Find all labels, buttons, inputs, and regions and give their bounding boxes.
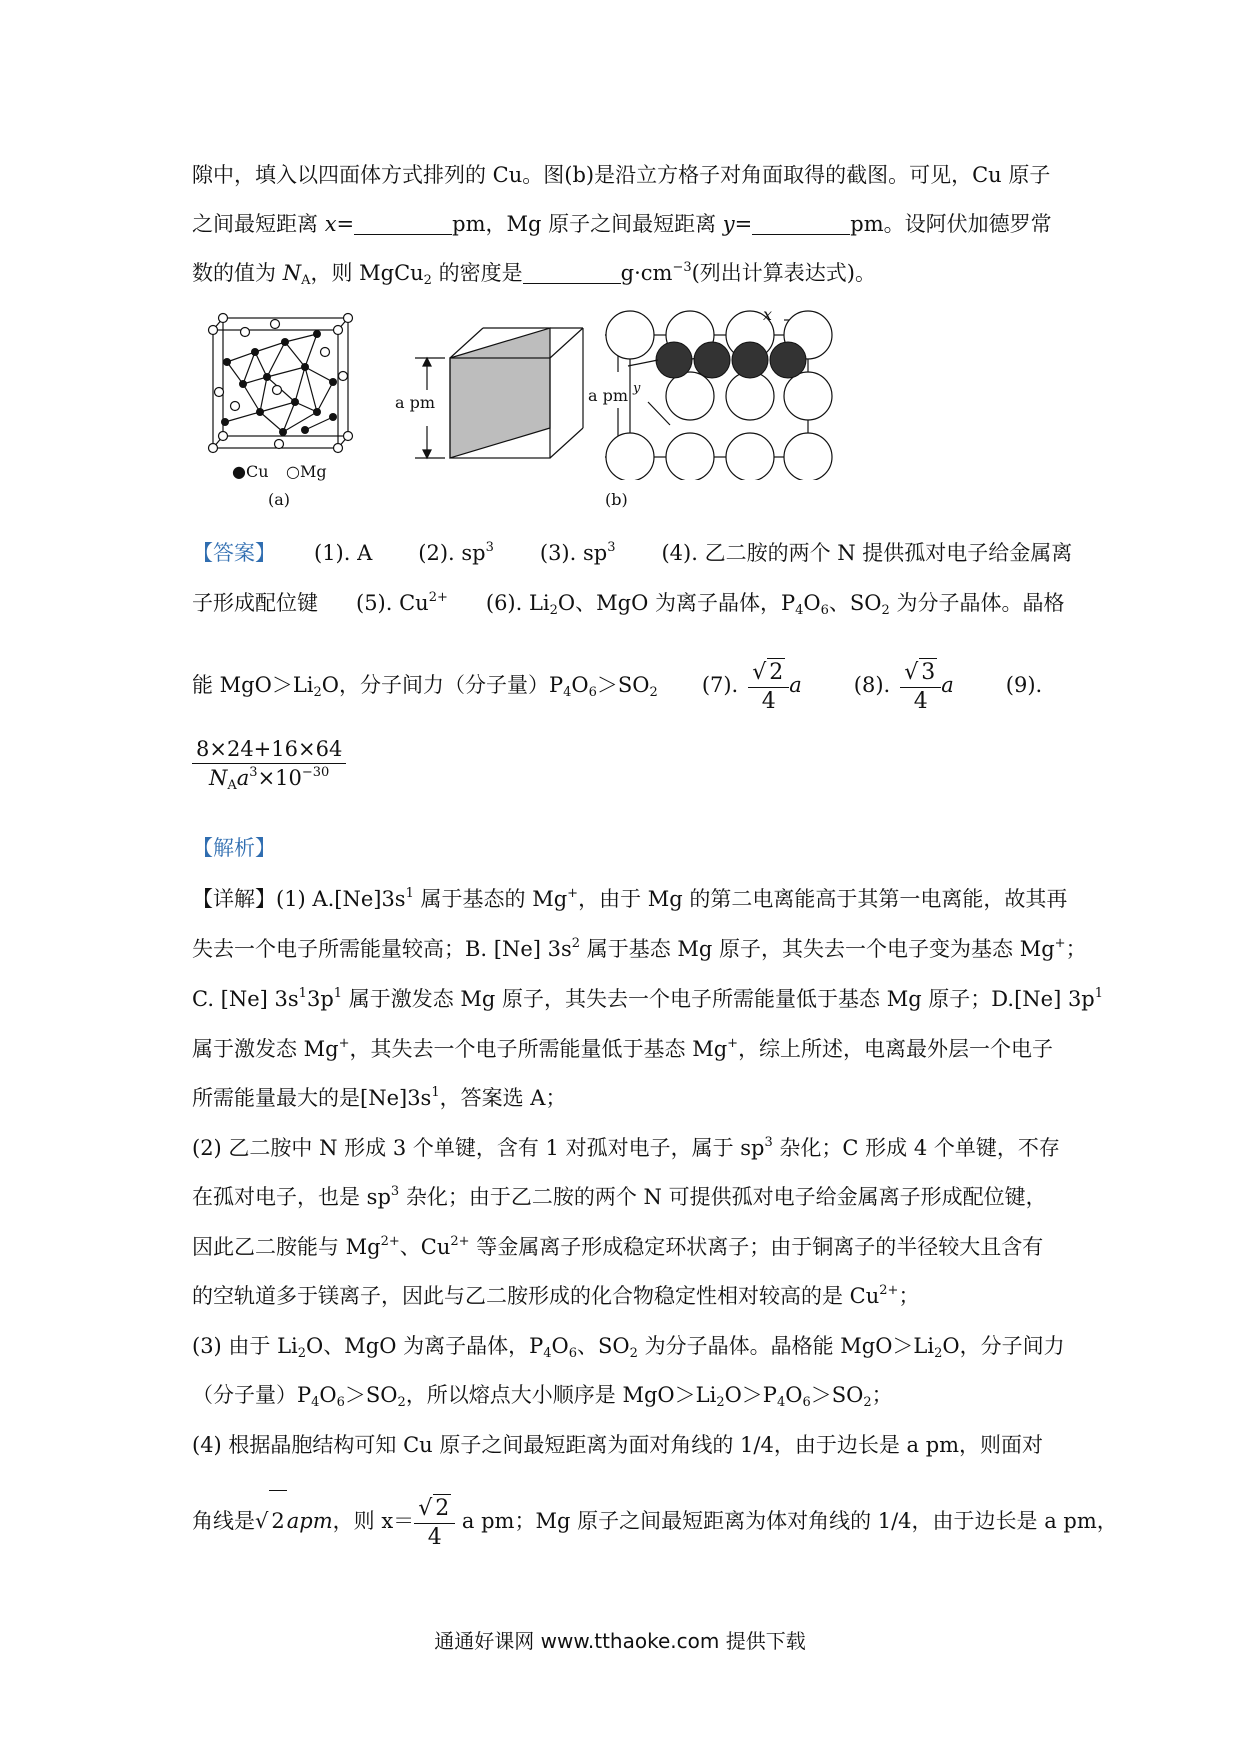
x-fraction: $\frac{√ 2}{4}$ (414, 1494, 455, 1552)
caption-a: (a) (268, 490, 291, 509)
answer-7-label: (7). (701, 673, 739, 697)
superscript: 1 (431, 1085, 440, 1100)
subscript: 4 (776, 1395, 786, 1410)
text: O (319, 1383, 337, 1407)
analysis-line-1 (192, 884, 1068, 914)
text: 杂化；由于乙二胺的两个 N 可提供孤对电子给金属离子形成配位键， (399, 1185, 1047, 1209)
text: ，其失去一个电子所需能量低于基态 Mg (349, 1037, 728, 1061)
subscript: 4 (311, 1395, 320, 1410)
text: 隙中，填入以四面体方式排列的 Cu。图(b)是沿立方格子对角面取得的截图。可见，Cu 原子 (192, 163, 1051, 187)
analysis-line-5 (192, 1083, 1062, 1113)
answer-4: (4). 乙二胺的两个 N 提供孤对电子给金属离 (661, 541, 1073, 565)
text: O (571, 673, 589, 697)
text: (2) 乙二胺中 N 形成 3 个单键，含有 1 对孤对电子，属于 sp (192, 1136, 765, 1160)
numerator: 2 (769, 659, 784, 685)
question-line-1 (192, 160, 1062, 190)
subscript: 2 (549, 603, 558, 618)
text: pm，Mg 原子之间最短距离 (452, 212, 723, 236)
analysis-line-11 (192, 1380, 1062, 1410)
text: 所需能量最大的是[Ne]3s (192, 1086, 432, 1110)
text: ； (1065, 937, 1087, 961)
subscript: 6 (820, 603, 829, 618)
numerator: 8×24+16×64 (192, 735, 346, 764)
text: 角线是 (192, 1509, 255, 1533)
subscript: 2 (934, 1346, 943, 1361)
answer-line-1 (192, 538, 1073, 568)
superscript: 1 (405, 886, 414, 901)
text: 、SO (828, 591, 882, 615)
var-n: N (208, 766, 228, 790)
text: C. [Ne] 3s (192, 987, 299, 1011)
text: 属于基态的 Mg (413, 887, 568, 911)
var-x: x (324, 212, 337, 236)
question-line-3 (192, 258, 1062, 288)
denominator: 4 (427, 1524, 442, 1550)
superscript: + (338, 1036, 350, 1051)
text: 的密度是 (431, 261, 523, 285)
analysis-line-13 (192, 1490, 1118, 1560)
superscript: 2+ (380, 1234, 400, 1249)
text: ＞SO (344, 1383, 398, 1407)
text: 、Cu (399, 1235, 451, 1259)
text: ，由于 Mg 的第二电离能高于其第一电离能，故其再 (578, 887, 1068, 911)
caption-b: (b) (605, 490, 628, 509)
answer-5: (5). Cu (356, 591, 429, 615)
denominator (192, 764, 346, 792)
answer-2: (2). sp (418, 541, 486, 565)
superscript: 1 (298, 986, 307, 1001)
subscript: 2 (297, 1346, 307, 1361)
text: 属于基态 Mg 原子，其失去一个电子变为基态 Mg (580, 937, 1055, 961)
subscript: 2 (716, 1395, 725, 1410)
numerator: 2 (435, 1495, 450, 1521)
sqrt-symbol: √ (255, 1509, 269, 1533)
analysis-line-2 (192, 934, 1087, 964)
answer-7-fraction: $\frac{√ 2}{4}$ (748, 658, 789, 716)
subscript: 6 (588, 685, 597, 700)
var-a: a (789, 673, 802, 697)
text: ； (898, 1284, 920, 1308)
subscript: 2 (863, 1395, 872, 1410)
subscript: 6 (568, 1346, 578, 1361)
analysis-line-4 (192, 1034, 1062, 1064)
legend-cu: ●Cu (232, 462, 269, 481)
var-apm: apm (286, 1509, 333, 1533)
text: ，则 x＝ (332, 1509, 415, 1533)
analysis-line-6 (192, 1133, 1062, 1163)
answer-line-2 (192, 588, 1065, 618)
legend-mg: ○Mg (286, 462, 327, 481)
text: 因此乙二胺能与 Mg (192, 1235, 381, 1259)
detail-tag: 【详解】 (192, 887, 276, 911)
subscript: 4 (795, 603, 804, 618)
text: ，答案选 A； (439, 1086, 567, 1110)
question-line-2 (192, 209, 1062, 239)
text: 失去一个电子所需能量较高；B. [Ne] 3s (192, 937, 572, 961)
answer-line-3 (192, 655, 1062, 725)
subscript: 4 (563, 685, 572, 700)
answer-3: (3). sp (539, 541, 608, 565)
subscript: A (227, 778, 237, 793)
answer-9-label: (9). (1005, 673, 1043, 697)
text: O＞P (724, 1383, 777, 1407)
subscript: 6 (802, 1395, 811, 1410)
text: ×10 (257, 766, 302, 790)
unit-cell-diagram (205, 312, 365, 462)
text: 3p (306, 987, 334, 1011)
answer-blank-y (752, 212, 850, 235)
answer-1: (1). A (314, 541, 373, 565)
subscript: 2 (313, 685, 322, 700)
text: (列出计算表达式)。 (691, 261, 876, 285)
superscript: 2+ (879, 1283, 899, 1298)
superscript: 3 (249, 765, 258, 780)
text: 属于激发态 Mg (192, 1037, 339, 1061)
answer-blank-density (523, 261, 621, 284)
superscript: 3 (485, 540, 494, 555)
superscript: −30 (301, 765, 330, 780)
superscript: 3 (764, 1135, 773, 1150)
text: O，分子间力（分子量）P (321, 673, 564, 697)
text: (1) A.[Ne]3s (276, 887, 406, 911)
answer-8-label: (8). (853, 673, 891, 697)
answer-blank-x (354, 212, 452, 235)
subscript: 2 (649, 685, 658, 700)
text: g·cm (620, 261, 673, 285)
analysis-line-8 (192, 1232, 1062, 1262)
superscript: 2+ (450, 1234, 470, 1249)
superscript: 1 (1094, 986, 1104, 1001)
superscript: 3 (390, 1184, 400, 1199)
text: O (551, 1334, 569, 1358)
superscript: + (567, 886, 579, 901)
text: ＞SO (810, 1383, 864, 1407)
subscript: 6 (336, 1395, 345, 1410)
subscript: 2 (397, 1395, 406, 1410)
superscript: −3 (672, 260, 692, 275)
text: 在孤对电子，也是 sp (192, 1185, 391, 1209)
text: 子形成配位键 (192, 591, 318, 615)
text: = (734, 212, 753, 236)
text: （分子量）P (192, 1383, 312, 1407)
subscript: 2 (629, 1346, 638, 1361)
text: a pm；Mg 原子之间最短距离为体对角线的 1/4，由于边长是 a pm， (455, 1509, 1118, 1533)
text: 为分子晶体。晶格 (889, 591, 1065, 615)
text: 之间最短距离 (192, 212, 325, 236)
answer-6: (6). Li (485, 591, 550, 615)
x-distance-label: x (763, 305, 773, 324)
text: O、MgO 为离子晶体，P (557, 591, 796, 615)
edge-length-label-b: a pm (588, 386, 629, 405)
superscript: + (1054, 936, 1066, 951)
denominator: 4 (761, 688, 776, 714)
text: ； (871, 1383, 893, 1407)
text: O，分子间力 (942, 1334, 1065, 1358)
subscript: 4 (543, 1346, 552, 1361)
text: 为分子晶体。晶格能 MgO＞Li (637, 1334, 935, 1358)
text: (4) 根据晶胞结构可知 Cu 原子之间最短距离为面对角线的 1/4，由于边长是 a pm，则面对 (192, 1433, 1044, 1457)
text: ，则 MgCu (310, 261, 424, 285)
var-a: a (941, 673, 954, 697)
var-na: N (282, 261, 302, 285)
analysis-line-9 (192, 1281, 1062, 1311)
text: 的空轨道多于镁离子，因此与乙二胺形成的化合物稳定性相对较高的是 Cu (192, 1284, 880, 1308)
answer-line-4 (192, 735, 1062, 805)
subscript: 2 (881, 603, 890, 618)
var-a: a (236, 766, 250, 790)
subscript: A (301, 273, 311, 288)
analysis-label: 【解析】 (192, 836, 276, 860)
superscript: + (727, 1036, 739, 1051)
var-y: y (722, 212, 735, 236)
sqrt-value: 2 (269, 1490, 286, 1551)
denominator: 4 (913, 688, 928, 714)
y-distance-label: y (633, 381, 641, 396)
analysis-line-3 (192, 984, 1104, 1014)
superscript: 2+ (428, 590, 448, 605)
superscript: 1 (333, 986, 343, 1001)
text: ，所以熔点大小顺序是 MgO＞Li (405, 1383, 717, 1407)
text: ＞SO (596, 673, 650, 697)
text: O (785, 1383, 803, 1407)
text: 属于激发态 Mg 原子，其失去一个电子所需能量低于基态 Mg 原子；D.[Ne] 3p (342, 987, 1095, 1011)
text: O、MgO 为离子晶体，P (306, 1334, 544, 1358)
text: = (336, 212, 355, 236)
analysis-line-7 (192, 1182, 1062, 1212)
analysis-line-10 (192, 1331, 1065, 1361)
superscript: 2 (571, 936, 581, 951)
text: 数的值为 (192, 261, 283, 285)
analysis-tag (192, 833, 1062, 863)
text: pm。设阿伏加德罗常 (850, 212, 1052, 236)
answer-8-fraction: $\frac{√ 3}{4}$ (900, 658, 941, 716)
text: O (803, 591, 821, 615)
text: 能 MgO＞Li (192, 673, 314, 697)
text: 等金属离子形成稳定环状离子；由于铜离子的半径较大且含有 (469, 1235, 1044, 1259)
subscript: 2 (423, 273, 432, 288)
edge-length-label: a pm (395, 393, 436, 412)
footer: 通通好课网 www.tthaoke.com 提供下载 (434, 1629, 806, 1653)
text: 杂化；C 形成 4 个单键，不存 (772, 1136, 1060, 1160)
answer-9-fraction (192, 735, 346, 792)
answer-tag: 【答案】 (192, 541, 276, 565)
superscript: 3 (607, 540, 616, 555)
numerator: 3 (921, 659, 936, 685)
text: ，综上所述，电离最外层一个电子 (738, 1037, 1054, 1061)
text: 、SO (577, 1334, 630, 1358)
text: (3) 由于 Li (192, 1334, 298, 1358)
analysis-line-12 (192, 1430, 1062, 1460)
